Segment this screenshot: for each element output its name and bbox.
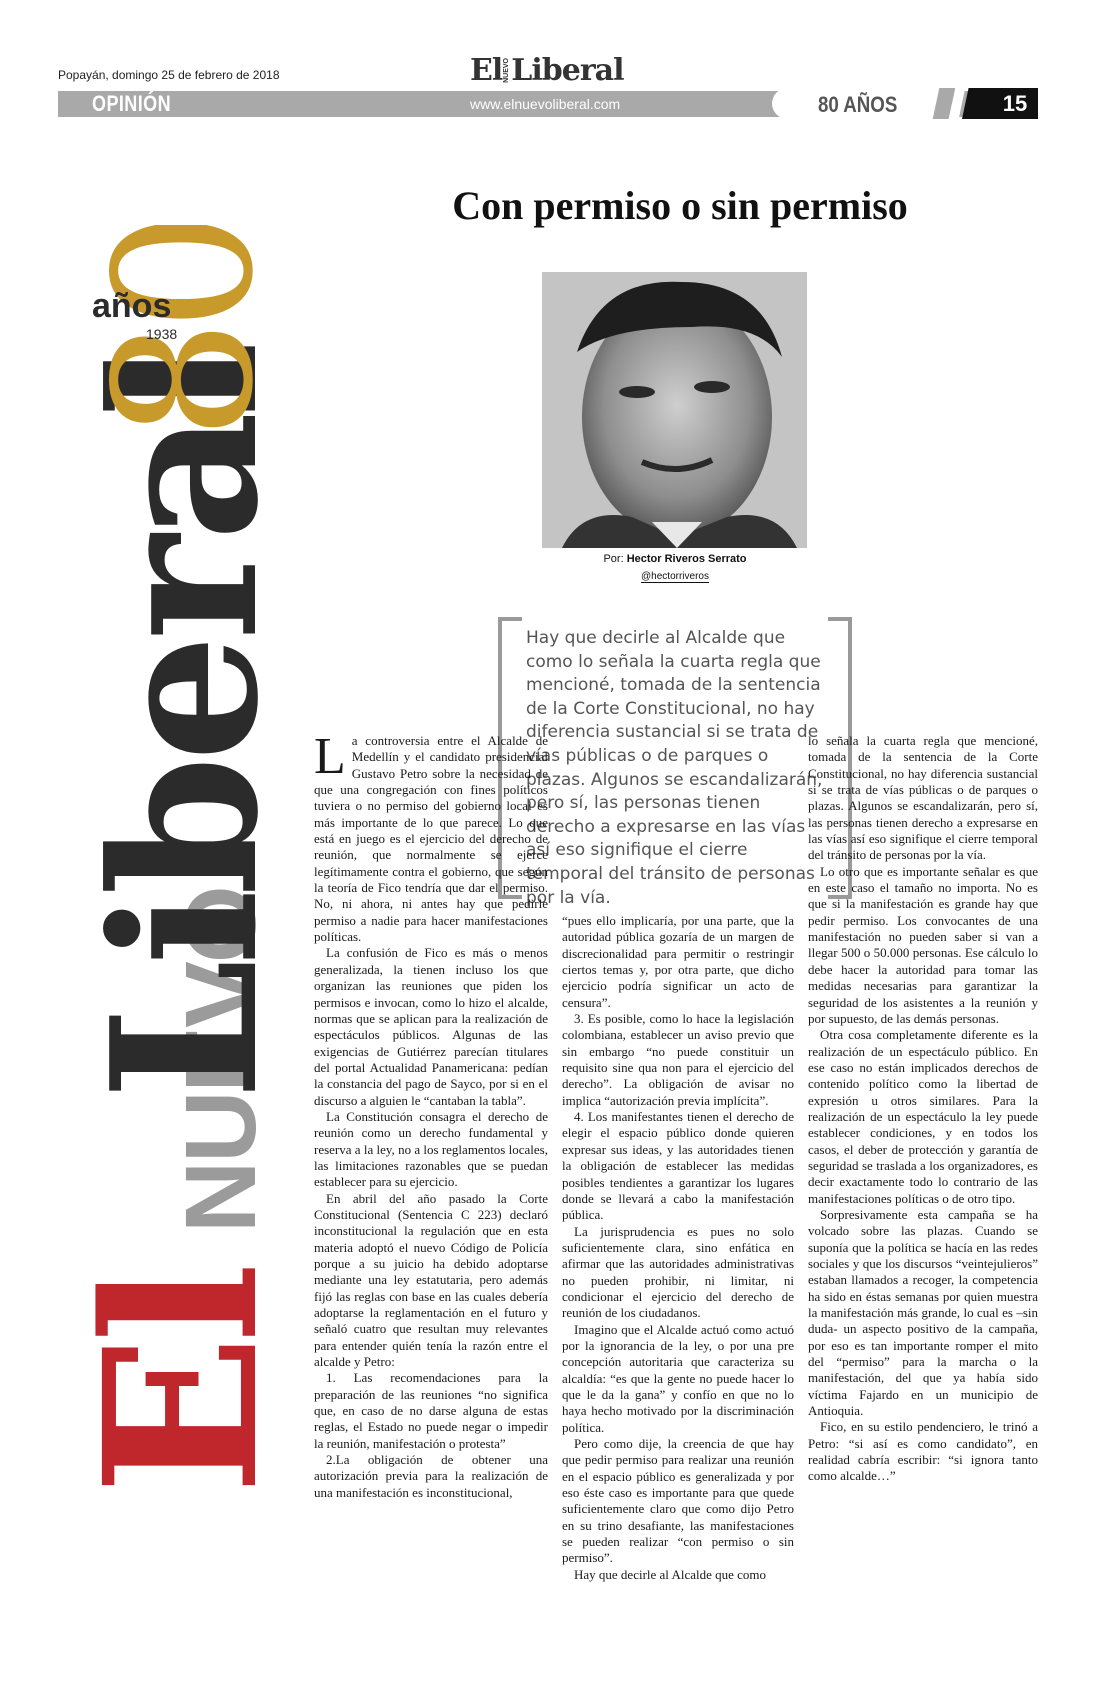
drop-cap: L bbox=[314, 728, 346, 785]
logo-liberal: Liberal bbox=[68, 347, 260, 1100]
masthead-nuevo: NUEVO bbox=[503, 57, 511, 83]
paragraph: 3. Es posible, como lo hace la legislación colombiana, establecer un aviso previo que sin embargo “no puede constituir un requisito sine qua non para el ejercicio del derecho”. La obligación de avisar no implica “autorización previa implícita”. bbox=[562, 1011, 794, 1108]
article-column-2 bbox=[562, 913, 794, 1583]
section-label: OPINIÓN bbox=[92, 91, 172, 116]
masthead-liberal: Liberal bbox=[511, 52, 624, 88]
article-column-3 bbox=[808, 733, 1038, 1485]
logo-anos: años bbox=[92, 287, 172, 325]
paragraph: Otra cosa completamente diferente es la realización de un espectáculo público. En ese caso no están implicados derechos de contenido político como la libertad de expresión u otros similares. Para la realización de un espectáculo la ley puede establecer condiciones, y en todos los casos, el deber de protección y garantía de seguridad se traslada a los organizadores, es decir exactamente todo lo contrario de las manifestaciones políticas o de otro tipo. bbox=[808, 1027, 1038, 1206]
author-name: Hector Riveros Serrato bbox=[626, 553, 747, 565]
paragraph: 4. Los manifestantes tienen el derecho de elegir el espacio público donde quieren expresar sus ideas, y las autoridades tienen la obligación de establecer las medidas posibles tendientes a garantizar los lugares donde se llevará a cabo la manifestación pública. bbox=[562, 1109, 794, 1223]
paragraph: La confusión de Fico es más o menos generalizada, la tienen incluso los que organizan las reuniones que piden los permisos e invocan, como lo hizo el alcalde, normas que se aplican para la realización de espectáculos públicos. Algunas de las exigencias de Gutiérrez parecían titulares del portal Actualidad Panamericana: pedían la constancia del pago de Sayco, por si en el discurso a alguien le “cantaban la tabla”. bbox=[314, 945, 548, 1108]
masthead-el: El bbox=[470, 52, 503, 88]
paragraph: “pues ello implicaría, por una parte, que la autoridad pública gozaría de un margen de discrecionalidad para permitir o restringir ciertos temas y, por otra parte, que dicho ejercicio podría significar un acto de censura”. bbox=[562, 913, 794, 1010]
paragraph: Sorpresivamente esta campaña se ha volcado sobre las plazas. Cuando se suponía que la política se hacía en las redes sociales y que los discursos “veintejulieros” estaban llamados a recoger, la competencia ha sido en éstas semanas por quien muestra la manifestación más grande, lo cual es –sin duda- un aspecto positivo de la campaña, por eso es tan importante romper el mito del “permiso” para la marcha o la manifestación, del que ya había sido víctima Fajardo en un municipio de Antioquia. bbox=[808, 1206, 1038, 1419]
anniversary-label: 80 AÑOS bbox=[818, 92, 898, 117]
article-title: Con permiso o sin permiso bbox=[452, 183, 908, 228]
paragraph: lo señala la cuarta regla que mencioné, tomada de la sentencia de la Corte Constitucional, no hay diferencia sustancial si se trata de vías públicas o de parques o plazas. Algunos se escandalizarán, pero sí, las personas tienen derecho a expresarse en las vías así eso signifique el cierre temporal del tránsito de personas por la vía. bbox=[808, 733, 1038, 863]
article-column-1 bbox=[314, 728, 548, 1501]
paragraph: 1. Las recomendaciones para la preparación de las reuniones “no significa que, en caso de no darse alguna de estas reglas, el Estado no puede negar o impedir la reunión, manifestación o protesta” bbox=[314, 1370, 548, 1451]
paragraph: La jurisprudencia es pues no solo suficientemente clara, sino enfática en afirmar que las autoridades administrativas no pueden prohibir, ni limitar, ni condicionar el ejercicio del derecho de reunión de los ciudadanos. bbox=[562, 1223, 794, 1321]
author-handle-text[interactable]: @hectorriveros bbox=[641, 571, 709, 582]
logo-el: El bbox=[60, 1271, 260, 1495]
paragraph: Lo otro que es importante señalar es que en este caso el tamaño no importa. No es que si la manifestación es grande hay que pedir permiso. Los convocantes de una manifestación no pueden saber si van a llegar 500 o 50.000 personas. Ese cálculo lo debe hacer la autoridad para tomar las medidas necesarias para garantizar la seguridad de los asistentes a la reunión y por supuesto, de las demás personas. bbox=[808, 863, 1038, 1026]
byline-prefix: Por: bbox=[603, 553, 624, 565]
masthead-logo[interactable] bbox=[470, 52, 623, 88]
author-photo bbox=[542, 272, 807, 548]
logo-year: 1938 bbox=[146, 326, 178, 342]
paragraph bbox=[314, 728, 548, 945]
pull-quote: Hay que decirle al Alcalde que como lo señala la cuarta regla que mencioné, tomada de la sentencia de la Corte Constitucional, no hay diferencia sustancial si se trata de vías públicas o de parques o plazas. Algunos se escandalizarán, pero sí, las personas tienen derecho a expresarse en las vías así eso signifique el cierre temporal del tránsito de personas por la vía. bbox=[526, 628, 823, 908]
paragraph: Fico, en su estilo pendenciero, le trinó a Petro: “si así es como candidato”, en realidad cabría escribir: “si ignora tanto como alcalde…” bbox=[808, 1419, 1038, 1484]
paragraph: Imagino que el Alcalde actuó como actuó por la ignorancia de la ley, o por una pre concepción autoritaria que caracteriza su alcaldía: “es que la gente no puede hacer lo que le da la gana” y confío en que no lo haya hecho motivado por la discriminación política. bbox=[562, 1321, 794, 1435]
vertical-brand-logo bbox=[60, 225, 260, 1495]
logo-eighty: 80 bbox=[74, 225, 260, 440]
paragraph: 2.La obligación de obtener una autorización previa para la realización de una manifestación es inconstitucional, bbox=[314, 1452, 548, 1500]
paragraph: En abril del año pasado la Corte Constitucional (Sentencia C 223) declaró inconstitucional la regulación que en esta materia adoptó el nuevo Código de Policía porque a su juicio ha debido adoptarse mediante una ley estatutaria, pero además fijó las reglas con base en las cuales debería adoptarse la reglamentación en el futuro y señaló cuatro que resultan muy relevantes para entender quién tenía la razón entre el alcalde y Petro: bbox=[314, 1190, 548, 1370]
paragraph: La Constitución consagra el derecho de reunión como un derecho fundamental y reserva a la ley, no a los reglamentos locales, las limitaciones razonables que se puedan establecer para su ejercicio. bbox=[314, 1108, 548, 1190]
author-handle[interactable] bbox=[560, 571, 790, 582]
page-number: 15 bbox=[992, 88, 1038, 119]
website-url[interactable]: www.elnuevoliberal.com bbox=[470, 96, 621, 112]
logo-nuevo: NUEVO bbox=[165, 887, 260, 1233]
paragraph: Pero como dije, la creencia de que hay que pedir permiso para realizar una reunión en el espacio público es generalizada y por eso éste caso es importante para que quede suficientemente claro que como dijo Petro en su trino desafiante, las manifestaciones se pueden realizar “con permiso o sin permiso”. bbox=[562, 1436, 794, 1566]
paragraph-text: a controversia entre el Alcalde de Medellín y el candidato presidencial Gustavo Petro sobre la necesidad de que una congregación con fines políticos tuviera o no permiso del gobierno local es más importante de lo que parece. Lo que está en juego es el ejercicio del derecho de reunión, que normalmente se ejerce legítimamente contra el gobierno, que según la teoría de Fico tendría que dar el permiso. No, ni ahora, ni antes hay que pedirle permiso a nadie para hacer manifestaciones políticas. bbox=[314, 733, 548, 945]
issue-date: Popayán, domingo 25 de febrero de 2018 bbox=[58, 68, 280, 82]
paragraph: Hay que decirle al Alcalde que como bbox=[574, 1566, 767, 1582]
author-byline bbox=[560, 553, 790, 565]
